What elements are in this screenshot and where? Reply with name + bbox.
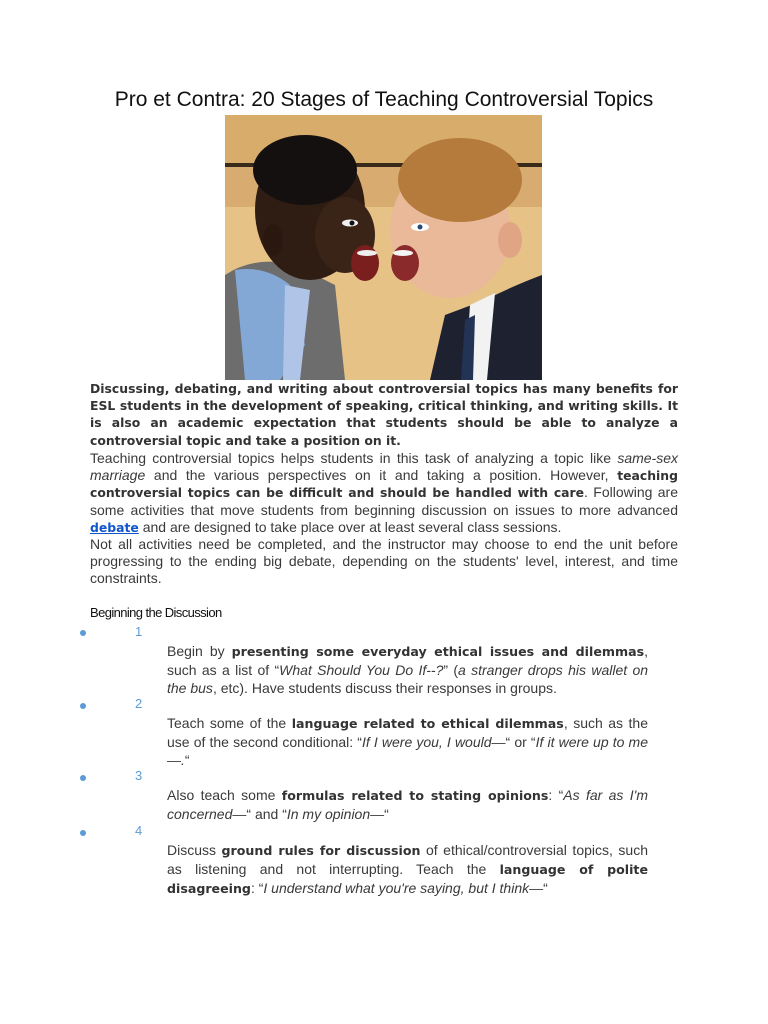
item-italic: If it were up to me—. [167,734,648,768]
item-text: : “ [250,880,264,896]
item-italic: a stranger drops his wallet on the bus [167,662,649,696]
emphasis-text: teaching controversial topics can be difficult and should be handled with care [90,468,678,501]
body-text-4: and are designed to take place over at least several class sessions. [138,518,562,535]
list-number: 4 [135,823,143,838]
bullet-dot-icon [80,830,86,836]
item-text: “ [384,806,389,822]
item-text: Discuss [167,842,222,858]
page-title: Pro et Contra: 20 Stages of Teaching Controversial Topics [114,88,654,111]
item-text: “ or “ [505,734,536,750]
item-bold: language of polite disagreeing [167,862,648,896]
bullet-dot-icon [80,703,86,709]
item-italic: In my opinion— [286,806,385,822]
item-italic: As far as I'm concerned— [167,787,648,822]
list-item [167,841,648,898]
photo-two-men-shouting [225,115,542,380]
item-text: , such as a list of “ [167,643,648,678]
section-heading: Beginning the Discussion [90,605,222,620]
bullet-dot-icon [80,775,86,781]
intro-paragraph: Discussing, debating, and writing about controversial topics has many benefits for ESL students in the development of speaking, critical thinking, and writing skills. It is also an academic expectation that students should be able to analyze a controversial topic and take a position on it. [90,381,678,448]
list-item [167,642,648,697]
list-item [167,714,648,769]
item-bold: presenting some everyday ethical issues and dilemmas [231,644,645,659]
item-text: of ethical/controversial topics, such as listening and not interrupting. Teach the [167,842,648,877]
item-text: : “ [548,787,564,803]
bullet-dot-icon [80,630,86,636]
item-italic: If I were you, I would— [361,734,506,750]
item-text: , such as the use of the second conditional: “ [167,715,648,750]
item-text: Also teach some [167,787,282,803]
body-text-5: Not all activities need be completed, and the instructor may choose to end the unit before progressing to the ending big debate, depending on the students' level, interest, and time constraints. [90,536,678,587]
item-italic: I understand what you're saying, but I think— [263,880,544,896]
topic-example: same-sex marriage [90,450,678,484]
item-text: Begin by [167,643,232,659]
body-text-2: and the various perspectives on it and taking a position. However, [145,467,618,484]
item-italic: What Should You Do If--? [279,662,444,678]
item-text: “ and “ [246,806,287,822]
list-item [167,786,648,823]
item-text: Teach some of the [167,715,292,731]
item-text: “ [543,880,548,896]
item-bold: ground rules for discussion [221,843,421,858]
list-number: 1 [135,624,143,639]
item-text: ” ( [443,662,459,678]
item-text: “ [184,752,190,768]
body-text-3: . Following are some activities that move students from beginning discussion on issues to more advanced [90,484,678,518]
debate-link[interactable]: debate [90,519,139,535]
list-number: 2 [135,696,143,711]
list-number: 3 [135,768,143,783]
item-bold: formulas related to stating opinions [281,788,549,803]
article-photo [225,115,542,380]
body-text-1: Teaching controversial topics helps students in this task of analyzing a topic like [90,450,618,466]
item-bold: language related to ethical dilemmas [291,716,564,731]
body-paragraph [90,450,678,588]
item-text: , etc). Have students discuss their responses in groups. [212,680,557,696]
